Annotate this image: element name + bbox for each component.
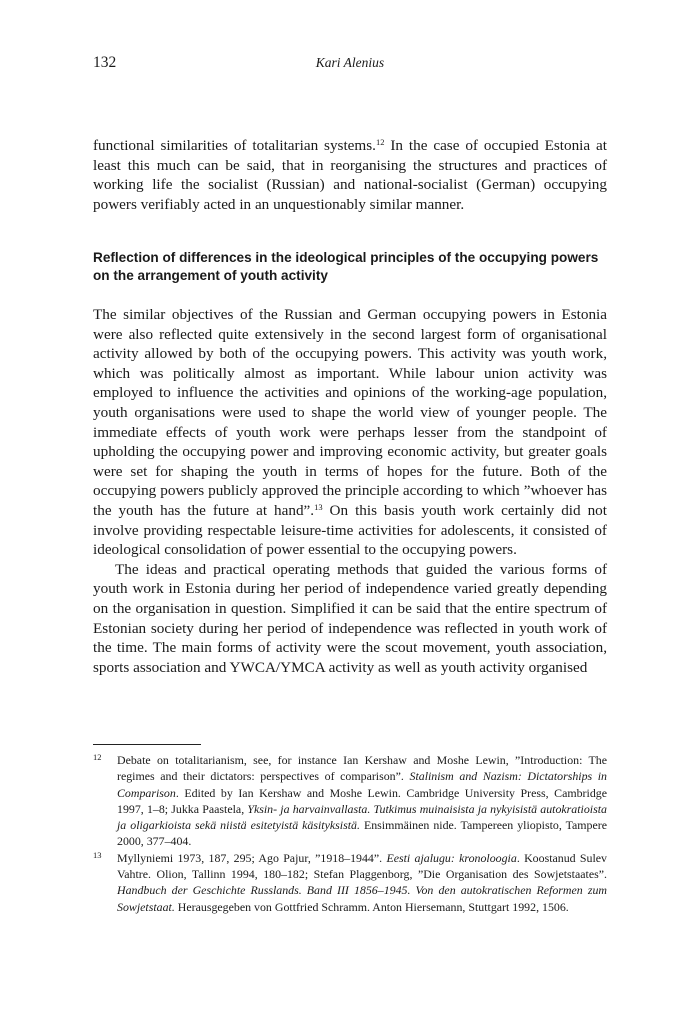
footnote-text: . Edited by Ian Kershaw and Moshe Lewin. Cambridge University Press, Cambridge 1997, 1–8; Jukka Paastela, xyxy=(117,785,607,816)
running-head xyxy=(93,54,607,74)
footnote-ref-12[interactable]: 12 xyxy=(375,137,385,147)
footnote-text: Herausgegeben von Gottfried Schramm. Anton Hiersemann, Stuttgart 1992, 1506. xyxy=(174,899,569,914)
main-text xyxy=(93,305,607,677)
footnote-text: Debate on totalitarianism, see, for instance Ian Kershaw and Moshe Lewin, ”Introduction: The regimes and their dictators: perspectives of comparison”. xyxy=(117,753,607,784)
footnote-italic-title: Stalinism and Nazism: Dictatorships in Comparison xyxy=(117,769,607,800)
paragraph-1 xyxy=(93,305,607,560)
footnote-text: Myllyniemi 1973, 187, 295; Ago Pajur, ”1918–1944”. xyxy=(117,850,387,865)
footnote-separator xyxy=(93,744,201,745)
intro-text-end: In the case of occupied Estonia at least this much can be said, that in reorganising the structures and practices of working life the socialist (Russian) and national-socialist (German) occupying powers verifiably acted in an unquestionably similar manner. xyxy=(93,137,607,213)
paragraph-1-end: On this basis youth work certainly did not involve providing respectable leisure-time activities for adolescents, it consisted of ideological consolidation of power essential to the occupying powers. xyxy=(93,501,607,559)
paragraph-1-start: The similar objectives of the Russian and German occupying powers in Estonia were also reflected quite extensively in the second largest form of organisational activity allowed by both of the occupying powers. This activity was youth work, which was politically almost as important. While labour union activity was employed to influence the activities and opinions of the working-age population, youth organisations were used to shape the world view of younger people. The immediate effects of youth work were perhaps lesser from the standpoint of upholding the occupying power and improving economic activity, but greater goals were set for shaping the youth in terms of hopes for the future. Both of the occupying powers publicly approved the principle according to which ”whoever has the youth has the future at hand”. xyxy=(93,306,607,519)
page-number: 132 xyxy=(93,54,117,71)
intro-paragraph xyxy=(93,136,607,214)
paragraph-2: The ideas and practical operating methods that guided the various forms of youth work in Estonia during her period of independence varied greatly depending on the organisation in question. Simplified it can be said that the entire spectrum of Estonian society during her period of independence was reflected in youth work of the time. The main forms of activity were the scout movement, youth association, sports association and YWCA/YMCA activity as well as youth activity organised xyxy=(93,560,607,676)
section-heading: Reflection of differences in the ideological principles of the occupying powers on the arrangement of youth activity xyxy=(93,250,599,283)
footnote-number: 12 xyxy=(93,752,102,762)
footnote-13 xyxy=(93,850,607,915)
footnote-12 xyxy=(93,752,607,850)
footnote-ref-13[interactable]: 13 xyxy=(314,501,323,512)
footnote-italic-title: Handbuch der Geschichte Russlands. Band III 1856–1945. Von den autokratischen Reformen zum Sowjetstaat. xyxy=(117,883,607,914)
running-title: Kari Alenius xyxy=(315,55,385,70)
intro-text-start: functional similarities of totalitarian systems. xyxy=(93,137,376,154)
footnotes xyxy=(93,752,607,915)
footnote-text: . Koostanud Sulev Vahtre. Olion, Tallinn 1994, 180–182; Stefan Plaggenborg, ”Die Organisation des Sowjetstaates”. xyxy=(117,850,607,882)
footnote-italic-title: Eesti ajalugu: kronoloogia xyxy=(386,850,517,865)
footnote-number: 13 xyxy=(93,849,102,860)
footnote-italic-title: Yksin- ja harvainvallasta. Tutkimus muinaisista ja nykyisistä autokratioista ja oligarkioista sekä niistä esitetyistä käsityksistä. xyxy=(117,801,607,833)
footnote-text: Ensimmäinen nide. Tampereen yliopisto, Tampere 2000, 377–404. xyxy=(117,818,607,849)
